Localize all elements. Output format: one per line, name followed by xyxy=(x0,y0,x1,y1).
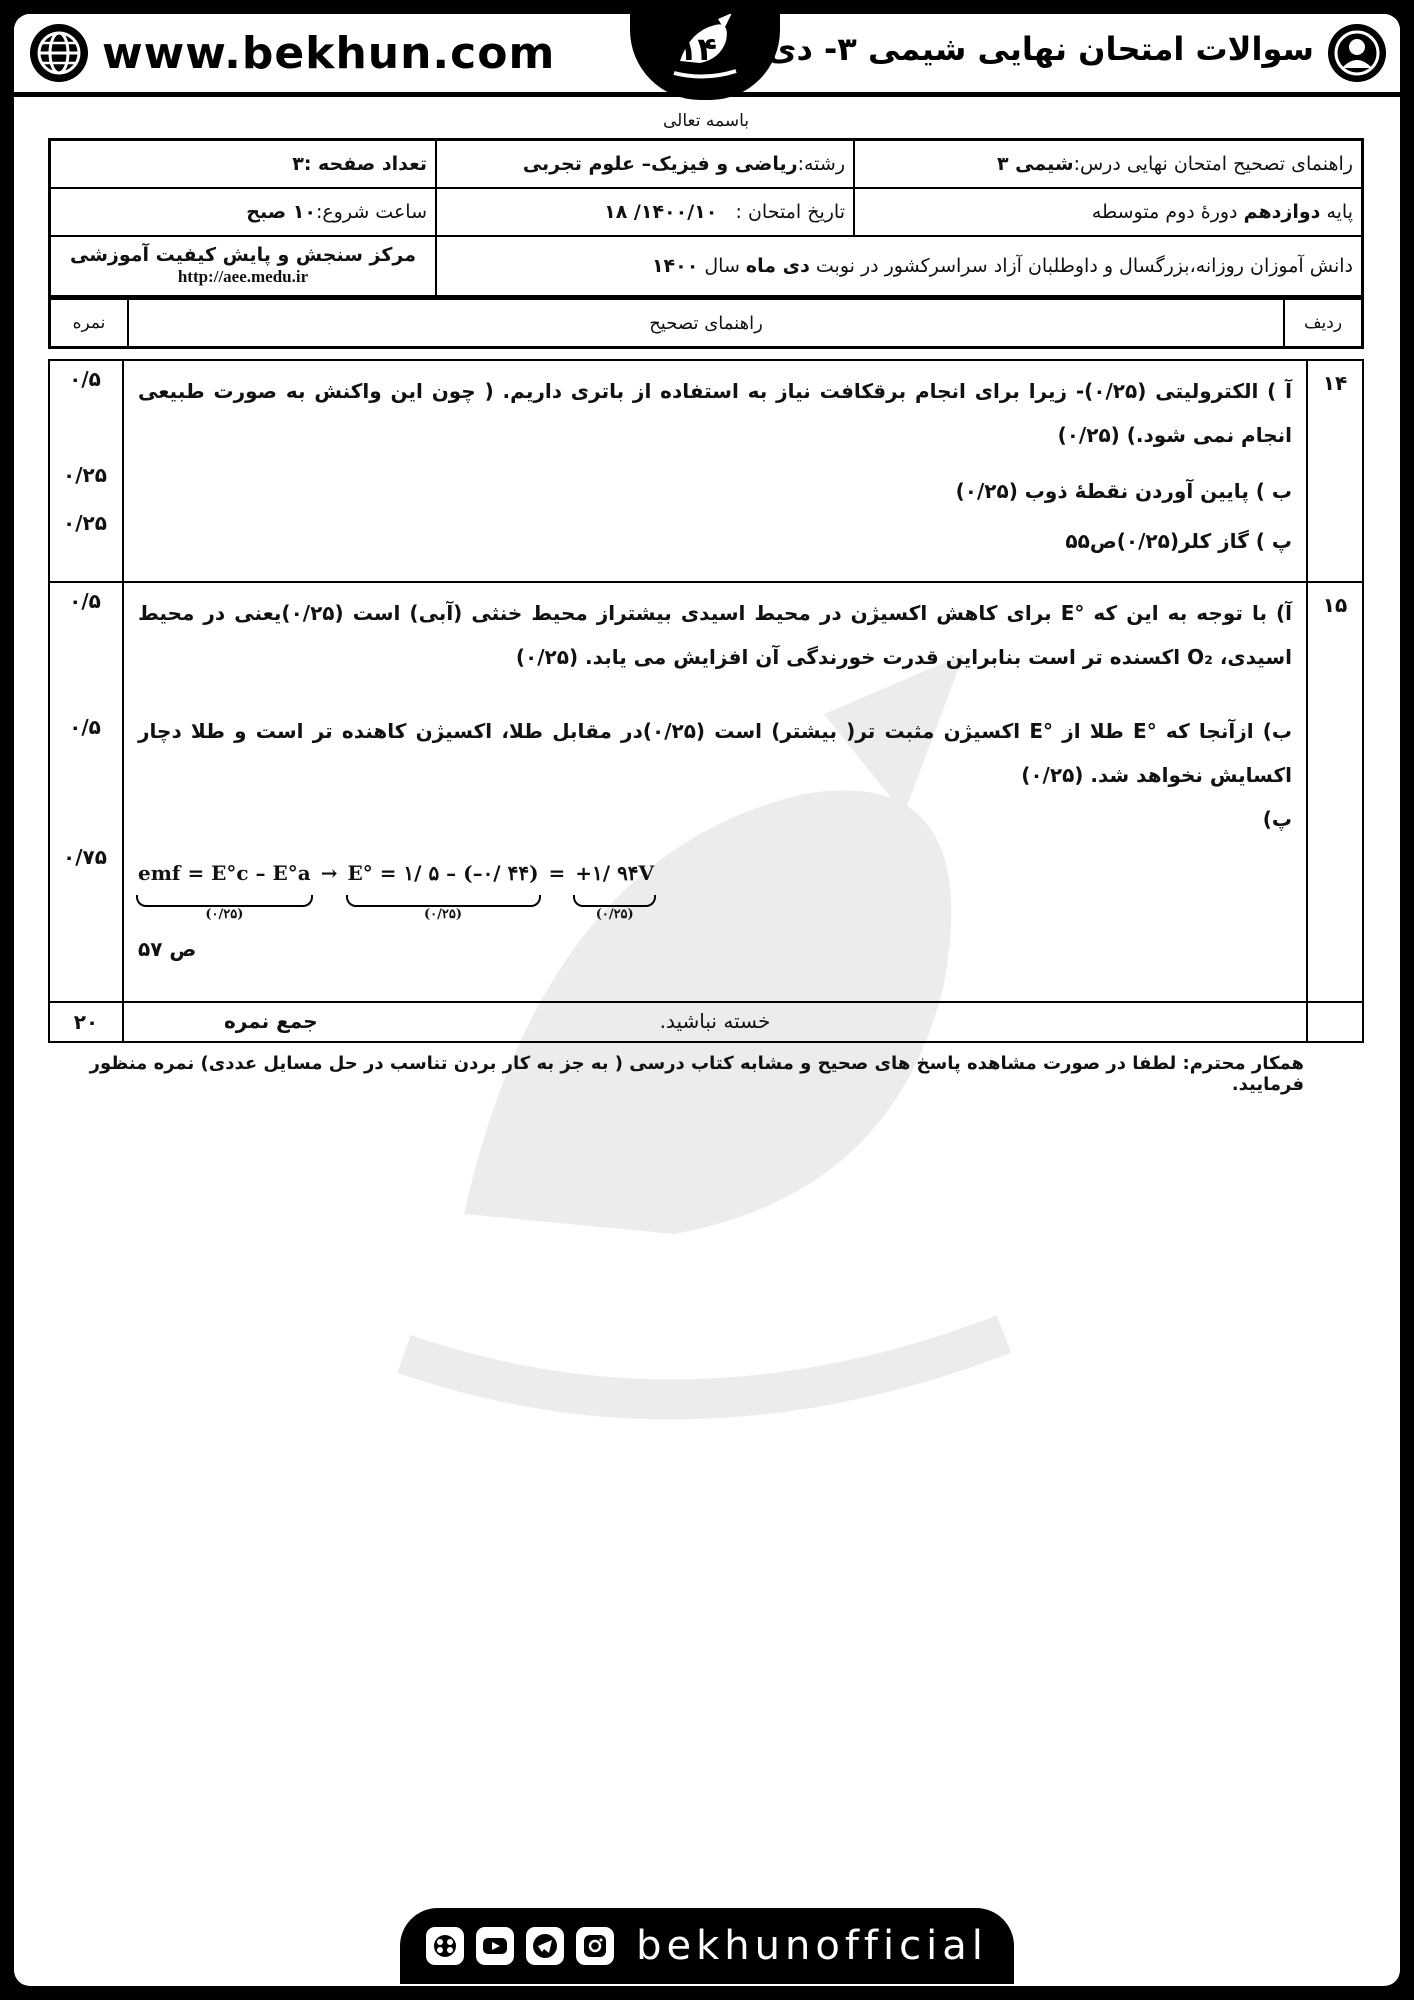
closing-wish: خسته نباشید. xyxy=(659,1009,771,1033)
aparat-icon[interactable] xyxy=(426,1927,464,1965)
grade-cell: پایه دوازدهم دورهٔ دوم متوسطه xyxy=(854,188,1363,236)
total-row xyxy=(49,1002,1363,1042)
answer-a: آ) با توجه به این که °E برای کاهش اکسیژن در محیط اسیدی بیشتراز محیط خنثی (آبی) است (۰/۲۵)یعنی در محیط اسیدی، O₂ اکسنده تر است بنابراین قدرت خورندگی آن افزایش می یابد. (۰/۲۵) xyxy=(138,601,1292,669)
basmala: باسمه تعالی xyxy=(663,111,749,131)
question-number: ۱۴ xyxy=(1307,360,1363,582)
equals: = xyxy=(548,861,566,885)
center-cell: مرکز سنجش و پایش کیفیت آموزشی http://aee.medu.ir xyxy=(50,236,437,297)
exam-title: سوالات امتحان نهایی شیمی ۳- دی ۱۴۰۰ xyxy=(677,30,1314,68)
score-a: ۰/۵ xyxy=(69,589,101,613)
site-url: www.bekhun.com xyxy=(102,27,556,79)
answer-c: پ) xyxy=(1262,807,1292,831)
answer-a: آ ) الکترولیتی (۰/۲۵)- زیرا برای انجام برقکافت نیاز به استفاده از باتری داریم. ( چون این واکنش به صورت طبیعی انجام نمی شود.) (۰/۲۵) xyxy=(138,379,1292,447)
col-guide-header: راهنمای تصحیح xyxy=(128,299,1284,348)
formula-result: +۱/ ۹۴V xyxy=(575,861,655,885)
colleague-note: همکار محترم: لطفا در صورت مشاهده پاسخ های صحیح و مشابه کتاب درسی ( به جز به کار بردن تناسب در حل مسایل عددی) نمره منظور فرمایید. xyxy=(89,1053,1304,1095)
question-15-scores xyxy=(49,582,123,1002)
arrow: → xyxy=(320,861,338,885)
answers-table xyxy=(48,359,1364,1043)
start-time-cell: ساعت شروع:۱۰ صبح xyxy=(50,188,437,236)
score-a: ۰/۵ xyxy=(69,367,101,391)
instagram-icon[interactable] xyxy=(576,1927,614,1965)
question-15-row xyxy=(49,582,1363,1002)
question-14-row xyxy=(49,360,1363,582)
score-b: ۰/۵ xyxy=(69,715,101,739)
total-empty xyxy=(1307,1002,1363,1042)
score-b: ۰/۲۵ xyxy=(63,463,107,487)
total-label: جمع نمره xyxy=(224,1009,318,1033)
score-c: ۰/۲۵ xyxy=(63,511,107,535)
answer-sheet xyxy=(48,110,1364,1095)
answer-c: پ ) گاز کلر(۰/۲۵)ص۵۵ xyxy=(1065,529,1292,553)
total-text xyxy=(123,1002,1307,1042)
field-cell: رشته:ریاضی و فیزیک– علوم تجربی xyxy=(436,140,854,189)
col-score-header: نمره xyxy=(50,299,129,348)
page-reference: ص ۵۷ xyxy=(138,937,197,961)
telegram-icon[interactable] xyxy=(526,1927,564,1965)
formula-score: (۰/۲۵) xyxy=(595,907,634,922)
question-14-scores xyxy=(49,360,123,582)
answer-b: ب) ازآنجا که °E طلا از °E اکسیژن مثبت تر( بیشتر) است (۰/۲۵)در مقابل طلا، اکسیژن کاهنده تر است و طلا دچار اکسایش نخواهد شد. (۰/۲۵) xyxy=(138,719,1293,787)
formula-score: (۰/۲۵) xyxy=(424,907,463,922)
header-bar xyxy=(14,14,1400,97)
formula-score: (۰/۲۵) xyxy=(205,907,244,922)
page xyxy=(14,14,1400,1986)
pages-cell: تعداد صفحه :۳ xyxy=(50,140,437,189)
answer-b: ب ) پایین آوردن نقطهٔ ذوب (۰/۲۵) xyxy=(955,479,1292,503)
col-row-header: ردیف xyxy=(1284,299,1363,348)
students-cell: دانش آموزان روزانه،بزرگسال و داوطلبان آزاد سراسرکشور در نوبت دی ماه سال ۱۴۰۰ xyxy=(436,236,1363,297)
date-cell: تاریخ امتحان : ۱۴۰۰/۱۰/ ۱۸ xyxy=(436,188,854,236)
subject-cell: راهنمای تصحیح امتحان نهایی درس:شیمی ۳ xyxy=(854,140,1363,189)
formula-part-1: emf = E°c – E°a xyxy=(138,861,311,885)
exam-info-table xyxy=(48,138,1364,298)
youtube-icon[interactable] xyxy=(476,1927,514,1965)
question-number: ۱۵ xyxy=(1307,582,1363,1002)
formula-part-2: E° = ۱/ ۵ – (–۰/ ۴۴) xyxy=(347,861,539,885)
social-handle[interactable]: bekhunofficial xyxy=(636,1923,988,1969)
question-14-answer xyxy=(123,360,1307,582)
column-header xyxy=(48,298,1364,349)
center-url[interactable]: http://aee.medu.ir xyxy=(177,267,309,286)
user-icon[interactable] xyxy=(1328,24,1386,82)
score-c: ۰/۷۵ xyxy=(63,845,107,869)
question-15-answer xyxy=(123,582,1307,1002)
site-link[interactable] xyxy=(30,24,555,82)
globe-icon xyxy=(30,24,88,82)
emf-formula xyxy=(138,851,1292,923)
total-score: ۲۰ xyxy=(49,1002,123,1042)
social-footer xyxy=(400,1908,1014,1984)
